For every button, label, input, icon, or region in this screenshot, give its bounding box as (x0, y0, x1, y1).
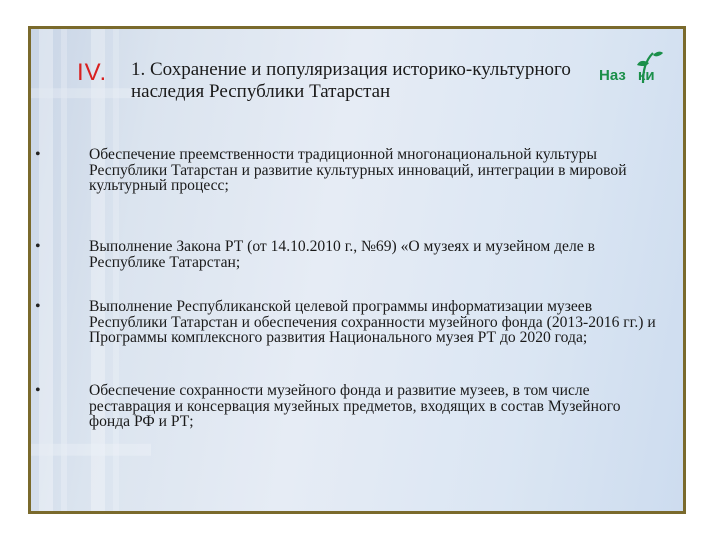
bullet-text: Выполнение Республиканской целевой программы информатизации музеев Республики Татарстан и обеспечения сохранности музейного фонда (2013-2016 гг.) и Программы комплексного развития Национального музея РТ до 2020 года; (89, 298, 656, 346)
slide-frame (28, 26, 686, 514)
slide-title: 1. Сохранение и популяризация историко-культурного наследия Республики Татарстан (131, 59, 571, 102)
logo-text-head: Наз (599, 67, 626, 84)
bullet-marker: • (35, 382, 41, 399)
bullet-text: Обеспечение сохранности музейного фонда и развитие музеев, в том числе реставрация и консервация музейных предметов, входящих в состав Музейного фонда РФ и РТ; (89, 382, 621, 430)
bullet-marker: • (35, 146, 41, 163)
bullet-marker: • (35, 238, 41, 255)
bullet-marker: • (35, 298, 41, 315)
bullet-list (31, 29, 683, 511)
logo-text-tail: ки (637, 67, 655, 84)
bullet-text: Обеспечение преемственности традиционной многонациональной культуры Республики Татарстан и развитие культурных инноваций, интеграции в мировой культурный процесс; (89, 146, 627, 194)
bullet-text: Выполнение Закона РТ (от 14.10.2010 г., №69) «О музеях и музейном деле в Республике Татарстан; (89, 238, 595, 271)
section-number: IV. (77, 59, 108, 86)
